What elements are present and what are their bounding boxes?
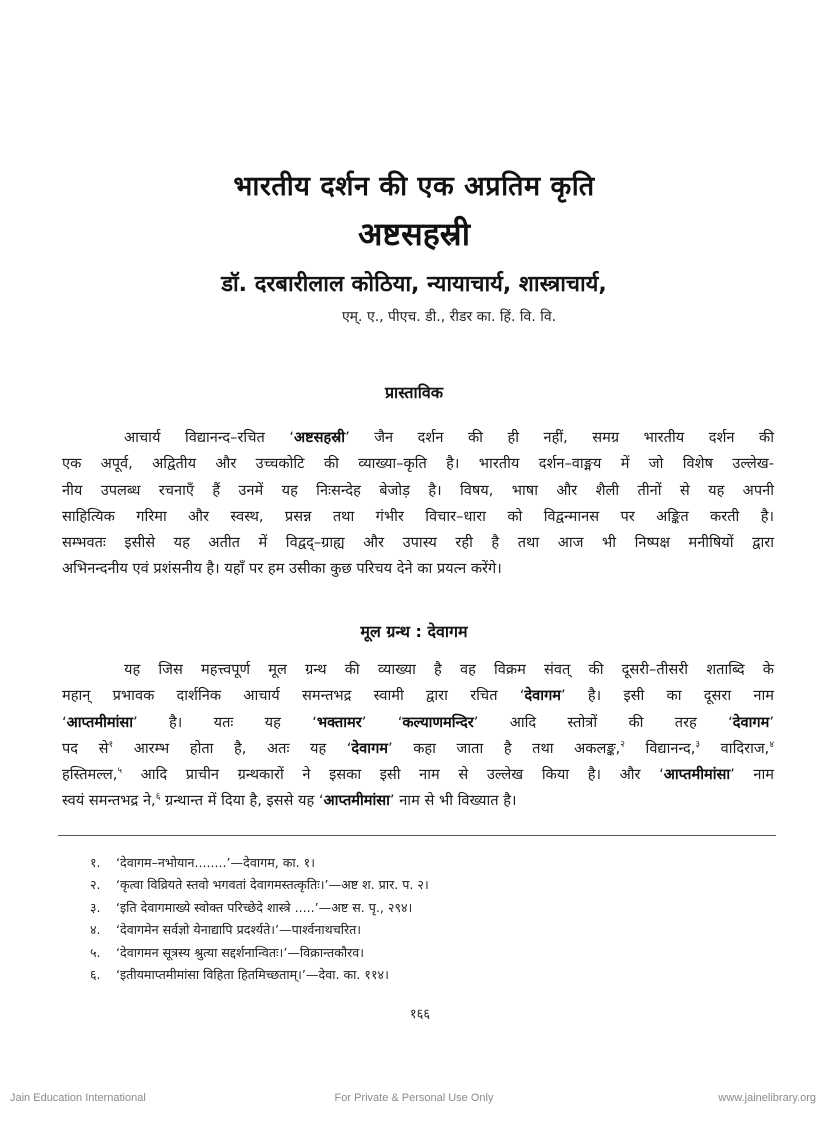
paragraph-line (62, 425, 774, 451)
text-run: आचार्य विद्यानन्द–रचित ‘ (124, 429, 294, 446)
text-run: सम्भवतः इसीसे यह अतीत में विद्वद्–ग्राह्य और उपास्य रही है तथा आज भी निष्पक्ष मनीषियों द्वारा (62, 534, 774, 552)
text-run: ’ ‘ (361, 713, 403, 731)
paragraph-line (62, 762, 774, 788)
text-run: ’ है। यतः यह ‘ (133, 713, 317, 731)
page-footer (0, 1092, 828, 1108)
footnote-number: ३. (90, 899, 101, 915)
footnote-item (90, 874, 690, 896)
text-run: पद से (62, 739, 109, 757)
text-run: अभिनन्दनीय एवं प्रशंसनीय है। यहाँ पर हम उसीका कुछ परिचय देने का प्रयत्न करेंगे। (62, 560, 502, 578)
paragraph-line (62, 710, 774, 736)
title-line-1: भारतीय दर्शन की एक अप्रतिम कृति (233, 171, 595, 202)
footnote-text: ‘देवागम–नभोयान........’—देवागम, का. १। (116, 855, 315, 870)
section-heading-introduction: प्रास्ताविक (384, 383, 444, 402)
text-run: ’ नाम (730, 766, 774, 784)
footnote-number: ६. (90, 967, 101, 983)
bold-title-reference: आप्तमीमांसा (663, 766, 731, 784)
bold-title-reference: आप्तमीमांसा (66, 713, 134, 731)
footnotes (90, 852, 690, 986)
section-heading-devagam: मूल ग्रन्थ : देवागम (360, 622, 468, 641)
footnote-marker: ६ (155, 792, 161, 803)
text-run: आदि प्राचीन ग्रन्थकारों ने इसका इसी नाम से उल्लेख किया है। और ‘ (122, 766, 664, 784)
footer-publisher: Jain Education International (10, 1092, 146, 1104)
title-line-2: अष्टसहस्री (357, 215, 470, 253)
text-run: ’ आदि स्तोत्रों की तरह ‘ (473, 713, 733, 731)
bold-title-reference: अष्टसहस्री (293, 429, 346, 446)
footnote-text: ‘देवागमेन सर्वज्ञो येनाद्यापि प्रदर्श्यते।’—पार्श्वनाथचरित। (116, 922, 362, 938)
footnote-number: ५. (90, 944, 101, 960)
paragraph-line (62, 657, 774, 683)
introduction-paragraph (62, 425, 774, 583)
bold-title-reference: आप्तमीमांसा (323, 792, 390, 810)
text-run: विद्यानन्द, (624, 739, 696, 757)
footnote-item (90, 942, 690, 964)
author-name: डॉ. दरबारीलाल कोठिया, न्यायाचार्य, शास्त्राचार्य, (221, 272, 607, 297)
footnote-item (90, 852, 690, 874)
footnote-text: ‘इति देवागमाख्ये स्वोक्त परिच्छेदे शास्त्रे .....’—अष्ट स. पृ., २९४। (116, 899, 413, 915)
footnote-item (90, 964, 690, 986)
devagam-paragraph (62, 657, 774, 815)
text-run: ’ कहा जाता है तथा अकलङ्क, (388, 739, 621, 757)
footnote-number: २. (90, 877, 101, 893)
paragraph-line (62, 451, 774, 477)
text-run: ’ जैन दर्शन की ही नहीं, समग्र भारतीय दर्शन की (345, 429, 775, 446)
text-run: नीय उपलब्ध रचनाएँ हैं उनमें यह निःसन्देह बेजोड़ है। विषय, भाषा और शैली तीनों से यह अपनी (62, 481, 774, 499)
bold-title-reference: देवागम (351, 739, 389, 757)
text-run: ’ (769, 713, 774, 731)
text-run: ’ है। इसी का दूसरा नाम (561, 687, 774, 705)
footer-website: www.jainelibrary.org (718, 1092, 816, 1104)
text-run: ‘ (62, 713, 67, 731)
paragraph-line (62, 683, 774, 709)
text-run: ग्रन्थान्त में दिया है, इससे यह ‘ (160, 792, 324, 810)
footnote-marker: २ (620, 740, 625, 751)
text-run: महान् प्रभावक दार्शनिक आचार्य समन्तभद्र स्वामी द्वारा रचित ‘ (62, 687, 525, 705)
text-run: आरम्भ होता है, अतः यह ‘ (113, 739, 352, 757)
footnote-number: ४. (90, 922, 101, 938)
text-run: वादिराज, (700, 739, 770, 757)
paragraph-line (62, 478, 774, 504)
paragraph-line (62, 504, 774, 530)
text-run: यह जिस महत्त्वपूर्ण मूल ग्रन्थ की व्याख्या है वह विक्रम संवत् की दूसरी–तीसरी शताब्दि के (124, 661, 774, 678)
footnote-item (90, 897, 690, 919)
bold-title-reference: देवागम (732, 713, 770, 731)
paragraph-line (62, 530, 774, 556)
text-run: स्वयं समन्तभद्र ने, (62, 792, 156, 810)
footnote-text: ‘देवागमन सूत्रस्य श्रुत्या सद्दर्शनान्वितः।’—विक्रान्तकौरव। (116, 944, 365, 960)
footnote-marker: ५ (117, 766, 123, 777)
bold-title-reference: देवागम (524, 687, 562, 705)
text-run: ’ नाम से भी विख्यात है। (389, 792, 517, 810)
footnote-marker: १ (108, 740, 114, 751)
footnote-item (90, 919, 690, 941)
footnote-text: ‘कृत्वा विव्रियते स्तवो भगवतां देवागमस्तत्कृतिः।’—अष्ट श. प्रार. प. २। (116, 877, 429, 893)
footnote-text: ‘इतीयमाप्तमीमांसा विहिता हितमिच्छताम्।’—देवा. का. ११४। (116, 967, 389, 983)
footer-usage-notice: For Private & Personal Use Only (334, 1092, 494, 1104)
paragraph-line (62, 556, 774, 582)
bold-title-reference: भक्तामर (316, 713, 362, 731)
footnote-number: १. (90, 855, 101, 870)
author-credentials: एम्. ए., पीएच. डी., रीडर का. हिं. वि. वि. (341, 309, 557, 325)
footnote-divider (58, 835, 776, 836)
page-number: १६६ (409, 1007, 431, 1022)
paragraph-line (62, 788, 774, 814)
text-run: एक अपूर्व, अद्वितीय और उच्चकोटि की व्याख्या–कृति है। भारतीय दर्शन–वाङ्मय में जो विशेष उल्लेख- (62, 455, 774, 473)
footnote-marker: ४ (769, 740, 775, 751)
text-run: साहित्यिक गरिमा और स्वस्थ, प्रसन्न तथा गंभीर विचार–धारा को विद्वन्मानस पर अङ्कित करती है। (62, 507, 774, 525)
bold-title-reference: कल्याणमन्दिर (402, 713, 474, 731)
footnote-marker: ३ (695, 740, 701, 751)
paragraph-line (62, 736, 774, 762)
text-run: हस्तिमल्ल, (62, 766, 118, 784)
